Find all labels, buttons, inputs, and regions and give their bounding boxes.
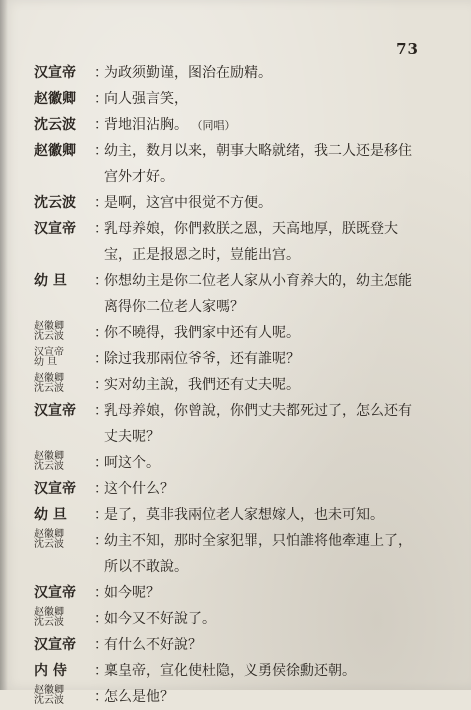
dialogue-line [34,554,444,580]
dialogue-line [34,294,444,320]
dialogue-line [34,684,444,710]
speaker-colon: ： [94,507,108,523]
dialogue-line [34,60,444,86]
page-number: 73 [396,40,419,58]
speaker-colon: ： [94,481,108,497]
speaker-colon: ： [94,351,108,367]
speaker-colon: ： [94,195,108,211]
dialogue-line [34,190,444,216]
speaker-colon: ： [94,91,108,107]
speaker-label: 汉宣帝 [34,65,76,81]
dialogue-line [34,112,444,138]
dialogue-line [34,346,444,372]
dialogue-line [34,398,444,424]
speaker-colon: ： [94,143,108,159]
dialogue-line [34,372,444,398]
dialogue-text: 呵这个。 [104,455,160,471]
dialogue-line [34,502,444,528]
speaker-label: 赵徽卿 [34,91,76,107]
dialogue-text: 为政须勤谨，图治在励精。 [104,65,272,81]
dialogue-line [34,320,444,346]
dialogue-text: 丈夫呢？ [104,429,160,445]
speaker-label: 汉宣帝 [34,637,76,653]
dialogue-line [34,138,444,164]
dialogue-line [34,528,444,554]
dialogue-text: 除过我那兩位爷爷，还有誰呢？ [104,351,300,367]
dialogue-line [34,658,444,684]
dialogue-line [34,632,444,658]
dialogue-text: 稟皇帝，宣化使杜隐，义勇侯徐勳还朝。 [104,663,356,679]
speaker-label: 内 侍 [34,663,67,679]
speaker-label: 汉宣帝 [34,585,76,601]
speaker-label: 赵徽卿 沈云波 [34,451,64,472]
speaker-colon: ： [94,455,108,471]
speaker-label: 幼 旦 [34,273,67,289]
speaker-colon: ： [94,325,108,341]
speaker-label: 沈云波 [34,117,76,133]
speaker-label: 幼 旦 [34,507,67,523]
speaker-colon: ： [94,117,108,133]
dialogue-text: 乳母养娘，你們救朕之恩，天高地厚，朕既登大 [104,221,398,237]
speaker-colon: ： [94,663,108,679]
speaker-colon: ： [94,377,108,393]
dialogue-text: 你不曉得，我們家中还有人呢。 [104,325,300,341]
dialogue-line [34,164,444,190]
dialogue-text: 背地泪沾胸。 （同唱） [104,117,236,133]
speaker-label: 赵徽卿 沈云波 [34,607,64,628]
script-body [34,60,444,710]
dialogue-line [34,86,444,112]
speaker-colon: ： [94,585,108,601]
dialogue-text: 有什么不好說？ [104,637,202,653]
dialogue-text: 幼主，数月以来，朝事大略就绪，我二人还是移住 [104,143,412,159]
dialogue-line [34,476,444,502]
speaker-label: 汉宣帝 [34,481,76,497]
dialogue-line [34,606,444,632]
dialogue-text: 离得你二位老人家嗎？ [104,299,244,315]
speaker-label: 赵徽卿 沈云波 [34,529,64,550]
dialogue-line [34,216,444,242]
speaker-label: 赵徽卿 沈云波 [34,321,64,342]
dialogue-line [34,242,444,268]
speaker-colon: ： [94,65,108,81]
dialogue-text: 宫外才好。 [104,169,174,185]
binding-shadow [0,0,8,690]
speaker-colon: ： [94,273,108,289]
dialogue-text: 如今呢？ [104,585,160,601]
speaker-colon: ： [94,221,108,237]
speaker-label: 赵徽卿 沈云波 [34,373,64,394]
dialogue-line [34,580,444,606]
speaker-label: 沈云波 [34,195,76,211]
dialogue-line [34,424,444,450]
dialogue-text: 乳母养娘，你曾說，你們丈夫都死过了，怎么还有 [104,403,412,419]
dialogue-text: 是啊，这宫中很觉不方便。 [104,195,272,211]
speaker-colon: ： [94,403,108,419]
speaker-label: 汉宣帝 幼 旦 [34,347,64,368]
speaker-label: 汉宣帝 [34,221,76,237]
speaker-label: 赵徽卿 [34,143,76,159]
dialogue-text: 向人强言笑， [104,91,188,107]
speaker-colon: ： [94,611,108,627]
dialogue-line [34,450,444,476]
stage-note: （同唱） [188,119,236,132]
dialogue-text: 宝，正是报恩之时，豈能出宫。 [104,247,300,263]
dialogue-text: 这个什么？ [104,481,174,497]
dialogue-text: 你想幼主是你二位老人家从小育养大的，幼主怎能 [104,273,412,289]
dialogue-text: 幼主不知，那时全家犯罪，只怕誰将他牽連上了， [104,533,412,549]
dialogue-text: 如今又不好說了。 [104,611,216,627]
dialogue-text: 实对幼主說，我們还有丈夫呢。 [104,377,300,393]
speaker-label: 汉宣帝 [34,403,76,419]
speaker-colon: ： [94,533,108,549]
speaker-colon: ： [94,689,108,705]
speaker-colon: ： [94,637,108,653]
dialogue-text: 怎么是他？ [104,689,174,705]
speaker-label: 赵徽卿 沈云波 [34,685,64,706]
dialogue-line [34,268,444,294]
dialogue-text: 所以不敢說。 [104,559,188,575]
dialogue-text: 是了，莫非我兩位老人家想嫁人，也未可知。 [104,507,384,523]
